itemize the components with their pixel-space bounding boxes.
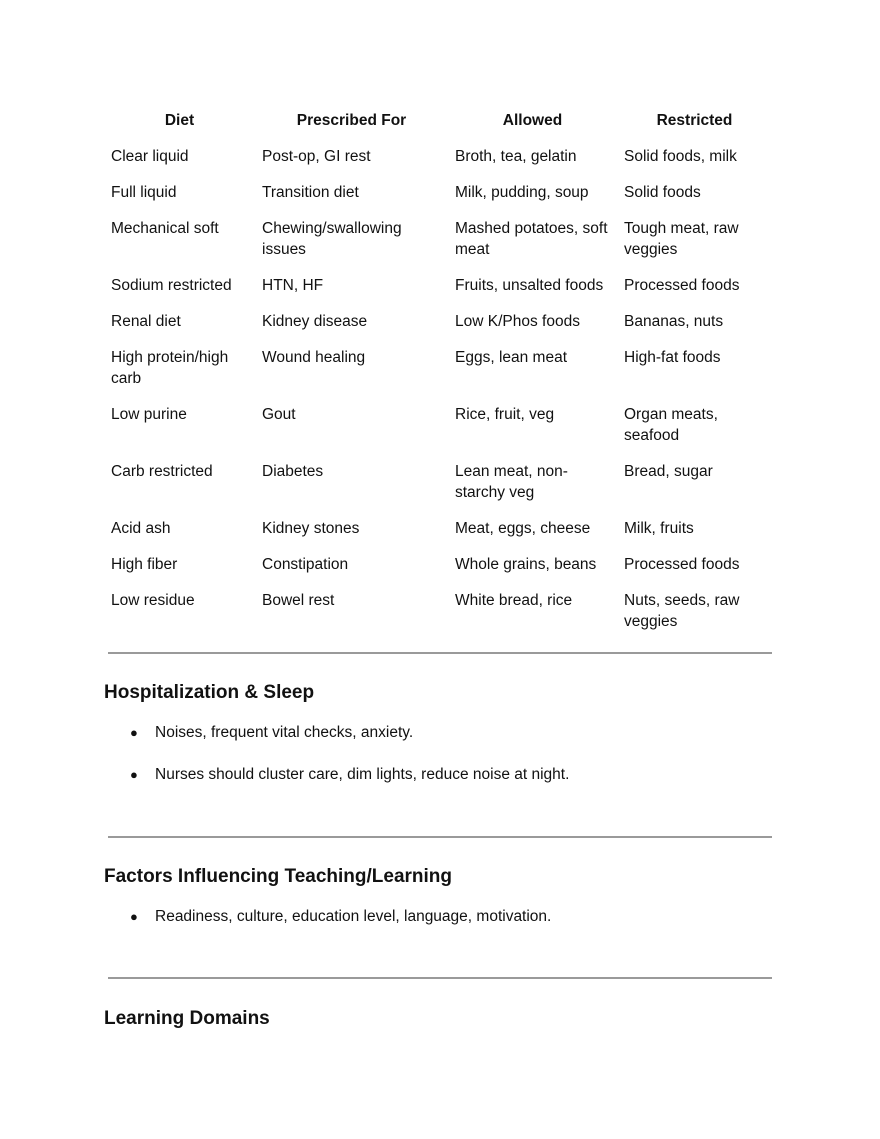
table-row	[104, 547, 772, 583]
table-cell: Post-op, GI rest	[262, 148, 371, 165]
table-cell: Acid ash	[111, 520, 171, 537]
table-cell: Low K/Phos foods	[455, 313, 580, 330]
table-cell: Diabetes	[262, 463, 324, 480]
teaching-bullet-list	[104, 906, 551, 948]
table-cell: Organ meats, seafood	[624, 406, 718, 444]
column-header-restricted: Restricted	[656, 112, 733, 129]
table-cell: Low purine	[111, 406, 187, 423]
table-cell: Meat, eggs, cheese	[455, 520, 591, 537]
table-cell: Milk, pudding, soup	[455, 184, 589, 201]
table-cell: HTN, HF	[262, 277, 324, 294]
table-cell: Gout	[262, 406, 296, 423]
bullet-text: Noises, frequent vital checks, anxiety.	[155, 724, 414, 741]
table-cell: Full liquid	[111, 184, 177, 201]
table-cell: White bread, rice	[455, 592, 573, 609]
table-cell: Sodium restricted	[111, 277, 232, 294]
table-cell: Tough meat, raw veggies	[624, 220, 739, 258]
section-divider	[108, 977, 772, 979]
table-cell: Broth, tea, gelatin	[455, 148, 577, 165]
table-cell: Bananas, nuts	[624, 313, 724, 330]
section-divider	[108, 836, 772, 838]
column-header-prescribed-for: Prescribed For	[296, 112, 407, 129]
table-cell: Constipation	[262, 556, 349, 573]
table-cell: High protein/high carb	[111, 349, 229, 387]
table-row	[104, 340, 772, 397]
section-divider	[108, 652, 772, 654]
table-cell: Processed foods	[624, 556, 740, 573]
list-item	[104, 722, 569, 743]
table-cell: Milk, fruits	[624, 520, 694, 537]
table-cell: Clear liquid	[111, 148, 189, 165]
table-row	[104, 397, 772, 454]
table-cell: Whole grains, beans	[455, 556, 597, 573]
diet-table	[104, 103, 772, 640]
hospitalization-bullet-list	[104, 722, 569, 806]
table-cell: Rice, fruit, veg	[455, 406, 555, 423]
table-cell: Kidney disease	[262, 313, 368, 330]
bullet-text: Readiness, culture, education level, language, motivation.	[155, 908, 552, 925]
table-cell: Processed foods	[624, 277, 740, 294]
table-row	[104, 175, 772, 211]
table-cell: Mashed potatoes, soft meat	[455, 220, 608, 258]
column-header-diet: Diet	[164, 112, 195, 129]
list-item	[104, 906, 551, 927]
table-cell: Kidney stones	[262, 520, 360, 537]
table-row	[104, 268, 772, 304]
table-cell: High fiber	[111, 556, 178, 573]
column-header-allowed: Allowed	[502, 112, 563, 129]
list-item	[104, 764, 569, 785]
table-cell: Nuts, seeds, raw veggies	[624, 592, 740, 630]
table-cell: Low residue	[111, 592, 195, 609]
bullet-icon: ●	[130, 725, 138, 740]
table-cell: Bread, sugar	[624, 463, 713, 480]
table-cell: Fruits, unsalted foods	[455, 277, 604, 294]
bullet-text: Nurses should cluster care, dim lights, reduce noise at night.	[155, 766, 570, 783]
table-cell: Solid foods, milk	[624, 148, 737, 165]
section-title-learning-domains: Learning Domains	[104, 1008, 270, 1029]
table-cell: Transition diet	[262, 184, 359, 201]
table-cell: Mechanical soft	[111, 220, 219, 237]
table-row	[104, 304, 772, 340]
table-cell: Eggs, lean meat	[455, 349, 568, 366]
table-cell: Lean meat, non-starchy veg	[455, 463, 568, 501]
table-cell: Solid foods	[624, 184, 701, 201]
table-cell: Wound healing	[262, 349, 366, 366]
table-cell: Renal diet	[111, 313, 181, 330]
table-row	[104, 211, 772, 268]
table-row	[104, 583, 772, 640]
table-cell: Carb restricted	[111, 463, 213, 480]
table-cell: Chewing/swallowing issues	[262, 220, 402, 258]
table-row	[104, 511, 772, 547]
table-cell: Bowel rest	[262, 592, 335, 609]
bullet-icon: ●	[130, 909, 138, 924]
table-header-row	[104, 103, 772, 139]
bullet-icon: ●	[130, 767, 138, 782]
table-row	[104, 139, 772, 175]
section-title-teaching-learning: Factors Influencing Teaching/Learning	[104, 866, 453, 887]
table-row	[104, 454, 772, 511]
table-cell: High-fat foods	[624, 349, 721, 366]
section-title-hospitalization-sleep: Hospitalization & Sleep	[104, 682, 315, 703]
